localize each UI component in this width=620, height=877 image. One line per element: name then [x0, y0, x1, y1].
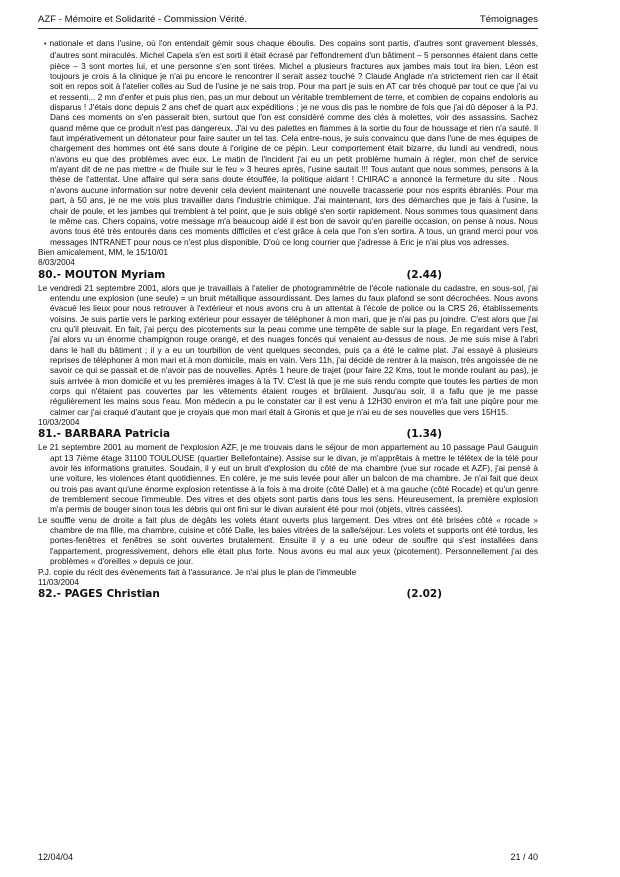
section-82 — [38, 588, 538, 601]
header-title: AZF - Mémoire et Solidarité - Commission Vérité. — [38, 14, 247, 25]
page-content — [38, 38, 538, 602]
page-header — [38, 12, 538, 29]
section-score: (1.34) — [406, 428, 442, 441]
section-score: (2.44) — [406, 268, 442, 281]
section-81 — [38, 428, 538, 587]
section-heading — [38, 428, 538, 441]
intro-date: 8/03/2004 — [38, 257, 75, 268]
section-paragraph: P.J. copie du récit des évènements fait à l'assurance. Je n'ai plus le plan de l'immeuble — [38, 566, 357, 577]
intro-signature: Bien amicalement, MM, le 15/10/01 — [38, 246, 169, 257]
section-title: 80.- MOUTON Myriam — [38, 268, 166, 281]
section-heading — [38, 588, 538, 601]
section-title: 82.- PAGES Christian — [38, 588, 160, 601]
section-paragraph: Le 21 septembre 2001 au moment de l'explosion AZF, je me trouvais dans le séjour de mon appartement au 10 passage Paul Gauguin apt 13 7ième étage 31100 TOULOUSE (quartier Bellefontaine). Assise sur le divan, je m'apprêtais à mettre le télétex de la télé pour avoir les informations gratuites. Soudain, il y eut un bruit d'explosion du côté de ma chambre (vue sur rocade et AZF), j'ai pensé à une voiture, les violences étant quotidiennes. En colère, je me suis levée pour aller un balcon de ma chambre. Je n'ai fait que deux ou trois pas avant qu'une énorme explosion retentisse à la fois à ma droite (côté Dalle) et à ma gauche (côté Rocade) et qu'un genre de tremblement secoue l'immeuble. Des vitres et des objets sont partis dans tous les sens. Heureusement, la première explosion m'a permis de bouger sinon tous les débris qui ont fini sur le divan auraient été pour moi (objets, vitres cassées). — [38, 442, 538, 515]
section-heading — [38, 269, 538, 282]
footer-date: 12/04/04 — [38, 852, 74, 862]
section-date: 11/03/2004 — [38, 576, 79, 587]
section-title: 81.- BARBARA Patricia — [38, 428, 171, 441]
section-paragraph: Le souffle venu de droite a fait plus de dégâts les volets étant ouverts plus largement. Des vitres ont été brisées côté « rocade » chambre de ma fille, ma chambre, cuisine et côté Dalle, les baies vitrées de la salle/séjour. Les volets et supports ont été tordus, les portes-fenêtres et fenêtres se sont ouvertes brutalement. Ensuite il y a eu une odeur de souffre qui s'est installées dans l'appartement, progressivement, dehors elle était plus forte. Nous avons eu mal aux yeux (picotement). Personnellement j'ai des problèmes « d'oreilles » depuis ce jour. — [38, 514, 538, 567]
section-80 — [38, 269, 538, 428]
page-number: 21 / 40 — [510, 852, 538, 862]
section-score: (2.02) — [406, 588, 442, 601]
section-date: 10/03/2004 — [38, 417, 80, 428]
intro-paragraph: • nationale et dans l'usine, où l'on entendait gémir sous chaque éboulis. Des copains sont partis, d'autres sont gravement blessés, d'autres sont miraculés. Michel Capela s'en est sorti il était écrasé par l'effondrement d'un bâtiment – 5 personnes étaient dans cette pièce – 3 sont mortes lui, et une personne s'en sont tirées. Michel a plusieurs fractures aux jambes mais tout ira bien. Léon est toujours je crois à la clinique je n'ai pu encore le rencontrer il serait assez touché ? Claude Anglade n'a strictement rien car il était soit en repos soit à l'atelier colles au Sud de l'usine je ne sais trop. Pour ma part je suis en AT car très choqué par tout ce que j'ai vu et ressenti... 2 mn d'enfer et puis plus rien, pas un mur debout un véritable tremblement de terre, et combien de copains endoloris au disparus ! J'étais donc depuis 2 ans chef de quart aux expéditions ; je ne vous dis pas le nombre de fois que j'ai dû déposer à la PJ. Dans ces moments on s'en passerait bien, surtout que l'on est considéré comme des clés à molettes, voir des assassins. Sachez quand même que ce produit n'est pas dangereux. J'ai vu des palettes en flammes à la sortie du four de houssage et rien n'a sauté. Il faut impérativement un détonateur pour faire sauter un tel tas. Cela entre-nous, je suis convaincu que dans l'une de mes équipes de chargement des hommes ont été sans doute à l'origine de ce pépin. Leur comportement était bizarre, du lundi au vendredi, nous n'avons eu que des problèmes avec eux. Le matin de l'incident j'ai eu un petit problème humain à régler, mon chef de service m'ayant dit de ne pas mettre « de l'huile sur le feu » 3 heures après, l'usine sautait !!! Tous autant que nous sommes, pensons à la thèse de l'attentat. Une affaire qui sera sans doute étouffée, la politique aidant ! CHIRAC a annoncé la fermeture du site . Nous n'avons aucune information sur notre devenir cela devient maintenant une nouvelle tracasserie pour nos esprits ébranlés. Pour ma part, à 50 ans, je ne me vois plus travailler dans l'industrie chimique. J'ai maintenant, lors des démarches que je fais à l'usine, la chair de poule, et les jambes qui tremblent à tel point, que je suis obligé s'en sortir rapidement. Nous sommes tous quasiment dans le même cas. Chers copains, votre message m'a beaucoup aidé il est bon de savoir qu'en pareille occasion, on pense à nous. Nous avons tous été très entourés dans ces moments difficiles et c'est grâce à cela que l'on s'en sortira. A tous, un grand merci pour vos messages INTRANET pour nous ce n'est plus disponible. D'où ce long courrier que j'adresse à Eric je n'ai plus vos adresses. — [38, 38, 538, 247]
header-section: Témoignages — [479, 14, 538, 25]
section-paragraph: Le vendredi 21 septembre 2001, alors que je travaillais à l'atelier de photogrammétrie de l'école nationale du cadastre, en sous-sol, j'ai entendu une explosion (une seule) = un bruit métallique assourdissant. Des lames du faux plafond se sont décrochées. Nous avons évacué les lieux pour nous retrouver à l'extérieur et nous avons cru à un attentat à l'école de police ou la CRS 26, établissements voisins. Je suis partie vers le parking extérieur pour essayer de téléphoner à mon mari, que je n'ai pas pu joindre. C'est alors que j'ai cru qu'il pleuvait. En fait, j'ai perçu des picotements sur la peau comme une tempête de sable sur la plage. En regardant vers l'est, j'ai alors vu un énorme champignon rouge orangé, et des nuages foncés qui venaient au-dessus de nous. Je me suis mise à l'abri dans le hall du bâtiment ; il y a eu un tourbillon de vent quelques secondes, puis ça a été le calme plat. J'ai essayé à plusieurs reprises de téléphoner à mon mari et à mon domicile, mais en vain. Vers 11h, j'ai décidé de rentrer à la maison, très angoissée de ne savoir ce qui se passait et de n'avoir pas de nouvelles. Après 1 heure de trajet (pour faire 22 Kms, tout le monde roulant au pas), je suis arrivée à mon domicile et vu les premières images à la TV. C'est là que je me suis rendu compte que toutes les parties de mon corps qui n'étaient pas couvertes par les vêtements étaient rouges et brûlaient. Jusqu'au soir, il a fallu que je me passe régulièrement les mains sous l'eau. Mon médecin a pu le constater car il est venu à 12H30 environ et m'a fait une piqûre pour me calmer car j'ai craqué d'autant que je croyais que mon mari était à Gironis et que je n'ai eu de ses nouvelles que vers 15H15. — [38, 282, 538, 417]
